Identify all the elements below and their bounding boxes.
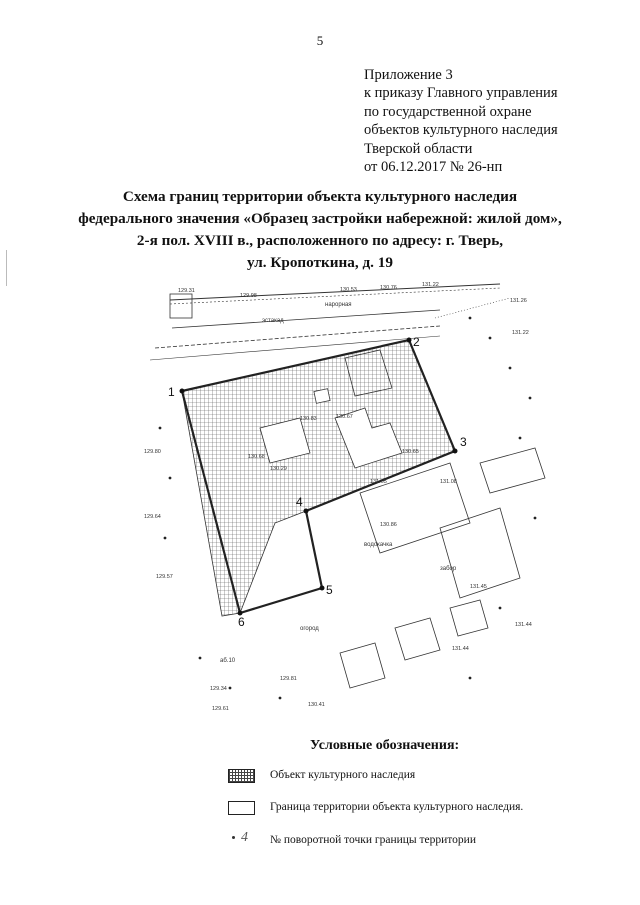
point-label: 2 <box>413 335 420 349</box>
elevation-label: 131.22 <box>422 282 439 288</box>
legend-title: Условные обозначения: <box>310 738 460 753</box>
elevation-label: 129.81 <box>280 676 297 682</box>
elevation-label: 130.41 <box>308 702 325 708</box>
appendix-line: объектов культурного наследия <box>364 122 558 139</box>
area-label: нарорная <box>325 302 352 308</box>
legend-label: № поворотной точки границы территории <box>270 834 476 846</box>
elevation-label: 131.44 <box>452 646 469 652</box>
elevation-label: 129.64 <box>144 514 161 520</box>
elevation-label: 131.08 <box>440 479 457 485</box>
elevation-label: 130.83 <box>300 416 317 422</box>
street-lines <box>150 284 510 360</box>
elevation-label: 129.98 <box>240 293 257 299</box>
title-line: федерального значения «Образец застройки набережной: жилой дом», <box>78 210 562 227</box>
area-label: огород <box>300 626 319 632</box>
elevation-label: 130.67 <box>336 414 353 420</box>
elevation-label: 130.53 <box>340 287 357 293</box>
area-label: водокачка <box>364 542 393 548</box>
point-label: 3 <box>460 435 467 449</box>
area-label: аб.10 <box>220 658 236 664</box>
title-line: 2-я пол. XVIII в., расположенного по адресу: г. Тверь, <box>136 232 504 249</box>
appendix-line: по государственной охране <box>364 103 532 120</box>
elevation-label: 130.29 <box>270 466 287 472</box>
elevation-label: 130.76 <box>380 285 397 291</box>
elevation-label: 130.68 <box>248 454 265 460</box>
hatched-swatch-icon <box>228 769 255 783</box>
elevation-label: 129.61 <box>212 706 229 712</box>
appendix-line: к приказу Главного управления <box>364 85 558 102</box>
boundary-map <box>140 278 560 720</box>
elevation-label: 129.57 <box>156 574 173 580</box>
elevation-label: 131.05 <box>370 479 387 485</box>
elevation-label: 129.80 <box>144 449 161 455</box>
elevation-label: 129.31 <box>178 288 195 294</box>
appendix-line: от 06.12.2017 № 26-нп <box>364 159 503 176</box>
appendix-line: Тверской области <box>364 140 473 157</box>
map-box <box>170 294 192 318</box>
point-label: 6 <box>238 615 245 629</box>
page-number: 5 <box>316 33 324 48</box>
elevation-label: 131.22 <box>512 330 529 336</box>
legend-label: Граница территории объекта культурного наследия. <box>270 801 524 813</box>
appendix-block <box>364 66 634 176</box>
area-label: эстакад <box>262 318 284 324</box>
title-line: ул. Кропоткина, д. 19 <box>247 254 393 271</box>
elevation-label: 131.26 <box>510 298 527 304</box>
elevation-label: 131.45 <box>470 584 487 590</box>
elevation-label: 130.65 <box>402 449 419 455</box>
elevation-label: 130.86 <box>380 522 397 528</box>
boundary-swatch-icon <box>228 801 255 815</box>
point-label: 1 <box>168 385 175 399</box>
point-marker-icon: 4 <box>232 830 248 846</box>
document-title <box>20 186 620 274</box>
point-label: 5 <box>326 583 333 597</box>
appendix-line: Приложение 3 <box>364 67 453 83</box>
elevation-label: 129.34 <box>210 686 227 692</box>
legend-label: Объект культурного наследия <box>270 769 416 781</box>
title-line: Схема границ территории объекта культурного наследия <box>122 188 518 205</box>
scan-edge-mark <box>6 250 7 286</box>
area-label: забор <box>440 566 457 572</box>
point-label: 4 <box>296 495 303 509</box>
elevation-label: 131.44 <box>515 622 532 628</box>
